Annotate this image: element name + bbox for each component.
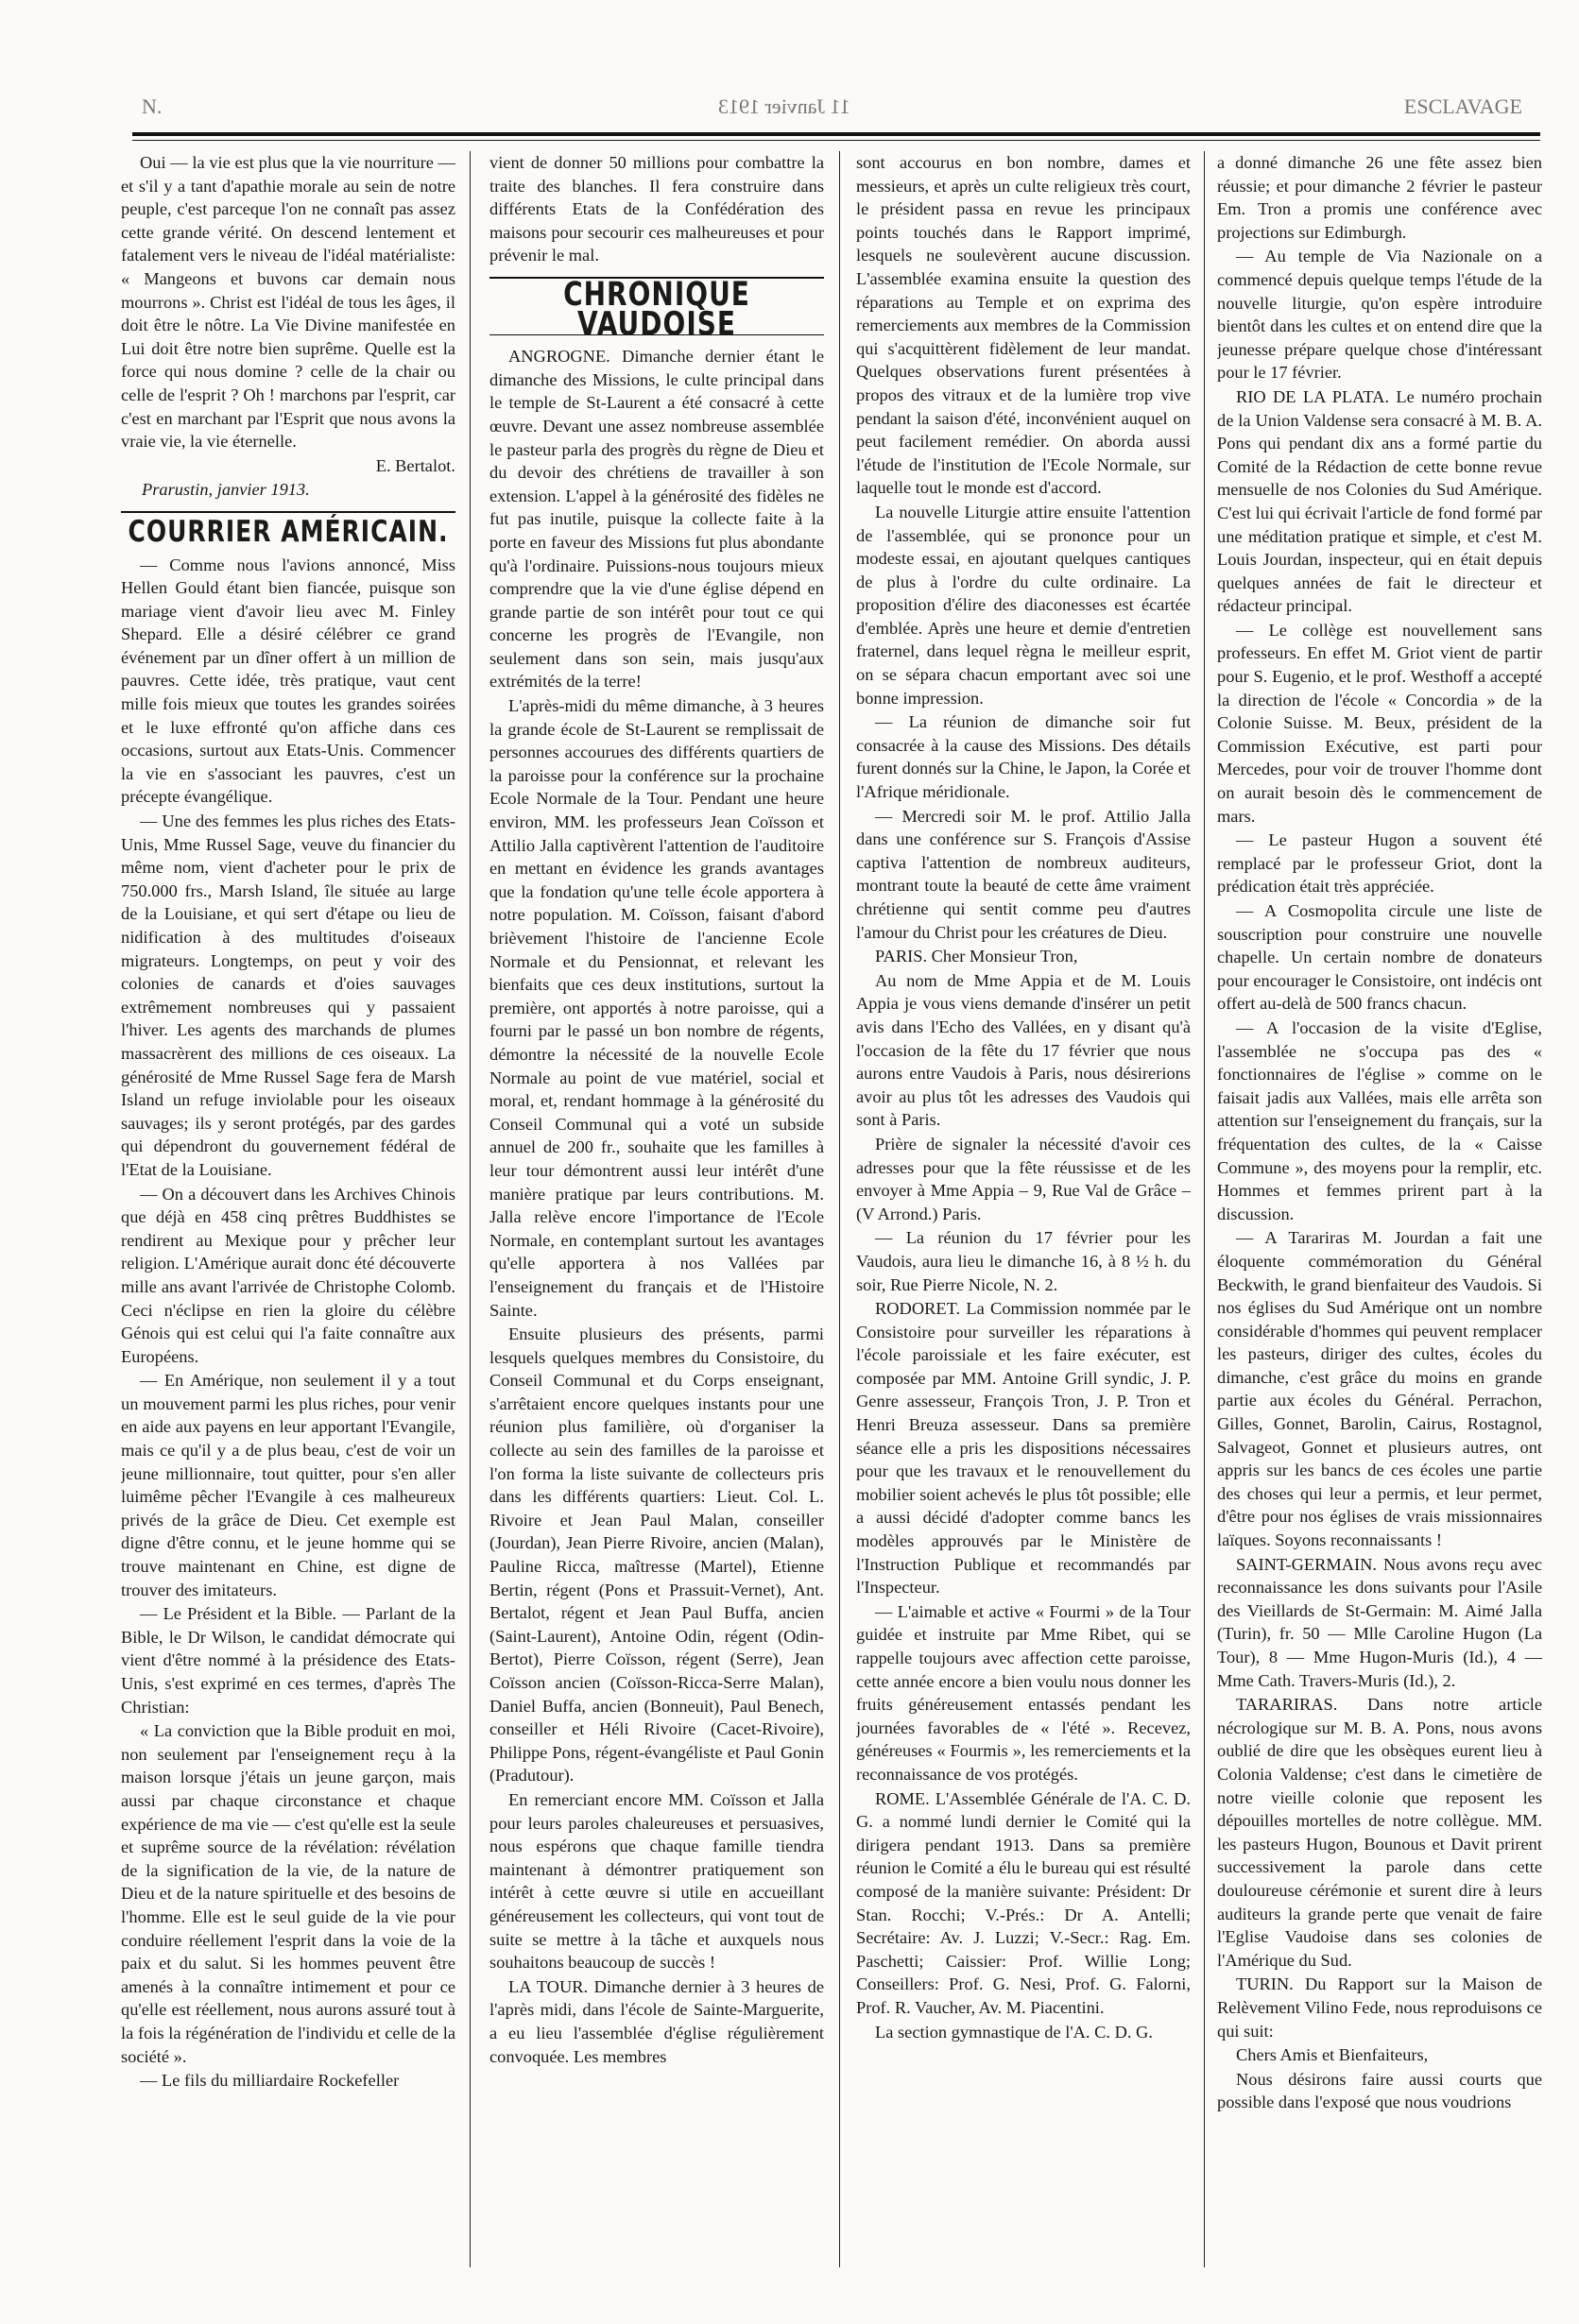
article-paragraph: — Comme nous l'avions annoncé, Miss Hellen Gould étant bien fiancée, puisque son mariage vient d'avoir lieu avec M. Finley Shepard. Elle a désiré célébrer ce grand événement par un dîner offert à un million de pauvres. Cette idée, très pratique, vaut cent mille fois mieux que toutes les grandes soirées et le luxe effronté qu'on affiche dans ces occasions, surtout aux Etats-Unis. Commencer la vie en s'associant les pauvres, c'est un précepte évangélique. <box>121 555 455 807</box>
column-divider <box>1204 151 1205 2267</box>
poem-paragraph: Oui — la vie est plus que la vie nourriture — et s'il y a tant d'apathie morale au sein de notre peuple, c'est parceque l'on ne connaît pas assez cette grande vérité. On descend lentement et fatalement vers le niveau de l'idéal matérialiste: « Mangeons et buvons car demain nous mourrons ». Christ est l'idéal de tous les âges, il doit être le nôtre. La Vie Divine manifestée en Lui doit être notre bien suprême. Quelle est la force qui nous domine ? celle de la chair ou celle de l'esprit ? Oh ! marchons par l'esprit, car c'est en marchant par l'Esprit que nous avons la vraie vie, la vie éternelle. <box>121 153 455 452</box>
article-paragraph: Au nom de Mme Appia et de M. Louis Appia je vous viens demande d'insérer un petit avis dans l'Echo des Vallées, en y disant qu'à l'occasion de la fête du 17 février que nous aurons entre Vaudois à Paris, nous désirerions avoir au plus tôt les adresses des Vaudois qui sont à Paris. <box>856 970 1191 1130</box>
section-header-courrier <box>121 511 455 549</box>
page-header <box>0 87 1579 125</box>
article-paragraph: — Le Président et la Bible. — Parlant de la Bible, le Dr Wilson, le candidat démocrate qui vient d'être nommé à la présidence des Etats-Unis, s'est exprimé en ces termes, d'après The Christian: <box>121 1604 455 1717</box>
article-paragraph: — A Cosmopolita circule une liste de souscription pour construire une nouvelle chapelle. Un certain nombre de donateurs pour encourager le Consistoire, ont indécis ont offert au-delà de 500 francs chacun. <box>1217 901 1542 1014</box>
article-paragraph: a donné dimanche 26 une fête assez bien réussie; et pour dimanche 2 février le pasteur Em. Tron a promis une conférence avec projections sur Edimburgh. <box>1217 153 1542 242</box>
article-paragraph: — En Amérique, non seulement il y a tout un mouvement parmi les plus riches, pour venir en aide aux payens en leur apportant l'Evangile, mais ce qu'il y a de plus beau, c'est de voir un jeune millionnaire, tout quitter, pour s'en aller luimême pêcher l'Evangile à ces malheureux privés de la grâce de Dieu. Cet exemple est digne d'être connu, et le jeune homme qui se trouve maintenant en Chine, est digne de trouver des imitateurs. <box>121 1371 455 1599</box>
section-rule <box>121 511 455 513</box>
article-paragraph: En remerciant encore MM. Coïsson et Jalla pour leurs paroles chaleureuses et persuasives, nous espérons que chaque famille tiendra maintenant à démontrer pratiquement son intérêt à cette œuvre si utile en accueillant généreusement les collecteurs, qui vont tout de suite se mettre à la tâche et auxquels nous souhaitons beaucoup de succès ! <box>489 1789 824 1973</box>
section-title: CHRONIQUE VAUDOISE <box>563 274 750 343</box>
column-2 <box>489 151 824 2267</box>
article-paragraph: Ensuite plusieurs des présents, parmi lesquels quelques membres du Consistoire, du Conseil Communal et du Corps enseignant, s'arrêtaient encore quelques instants pour une réunion plus familière, où d'organiser la collecte au sein des familles de la paroisse et l'on forma la liste suivante de collecteurs pris dans les différents quartiers: Lieut. Col. L. Rivoire et Jean Paul Malan, conseiller (Jourdan), Jean Pierre Rivoire, ancien (Malan), Pauline Ricca, maîtresse (Martel), Etienne Bertin, régent (Pons et Prassuit-Vernet), Ant. Bertalot, régent et Jean Paul Buffa, ancien (Saint-Laurent), Antoine Odin, régent (Odin-Bertot), Pierre Coïsson, régent (Serre), Jean Coïsson ancien (Coïsson-Ricca-Serre Malan), Daniel Buffa, ancien (Bonneuit), Paul Benech, conseiller et Héli Rivoire (Cacet-Rivoire), Philippe Pons, régent-évangéliste et Paul Gonin (Pradutour). <box>489 1324 824 1786</box>
article-paragraph: L'après-midi du même dimanche, à 3 heures la grande école de St-Laurent se remplissait de personnes accourues des différents quartiers de la paroisse pour la conférence sur la prochaine Ecole Normale de la Tour. Pendant une heure environ, MM. les professeurs Jean Coïsson et Attilio Jalla captivèrent l'attention de l'auditoire en mettant en évidence les grands avantages que la fondation qu'une telle école apportera à notre population. M. Coïsson, faisant d'abord brièvement l'histoire de l'ancienne Ecole Normale et du Pensionnat, et relevant les bienfaits que ces deux institutions, surtout la première, ont apportés à notre paroisse, qui a fourni par le passé un bon nombre de régents, démontre la nécessité de la nouvelle Ecole Normale au point de vue matériel, social et moral, et, rendant hommage à la générosité du Conseil Communal qui a voté un subside annuel de 200 fr., souhaite que les familles à leur tour démontrent aussi leur intérêt d'une manière pratique par leurs contributions. M. Jalla relève encore l'importance de l'Ecole Normale, en contemplant surtout les avantages qu'elle apportera à nos Vallées par l'enseignement du français et de l'Histoire Sainte. <box>489 696 824 1320</box>
article-paragraph: — La réunion de dimanche soir fut consacrée à la cause des Missions. Des détails furent donnés sur la Chine, le Japon, la Corée et l'Afrique méridionale. <box>856 712 1191 802</box>
article-paragraph: — L'aimable et active « Fourmi » de la Tour guidée et instruite par Mme Ribet, qui se rappelle toujours avec affection cette paroisse, cette année encore a bien voulu nous donner les fruits généreusement entassés pendant les journées favorables de « l'été ». Recevez, généreuses « Fourmis », les remerciements et la reconnaissance de vos protégés. <box>856 1601 1191 1784</box>
article-paragraph: La section gymnastique de l'A. C. D. G. <box>875 2022 1153 2042</box>
article-paragraph: — Le pasteur Hugon a souvent été remplacé par le professeur Griot, dont la prédication était très appréciée. <box>1217 830 1542 897</box>
article-paragraph: ROME. L'Assemblée Générale de l'A. C. D. G. a nommé lundi dernier le Comité qui la dirigera pendant 1913. Dans sa première réunion le Comité a élu le bureau qui est résulté composé de la manière suivante: Président: Dr Stan. Rocchi; V.-Prés.: Dr A. Antelli; Secrétaire: Av. J. Luzzi; V.-Secr.: Rag. Em. Paschetti; Caissier: Prof. Willie Long; Conseillers: Prof. G. Nesi, Prof. G. Falorni, Prof. R. Vaucher, Av. M. Piacentini. <box>856 1788 1191 2017</box>
article-paragraph: RODORET. La Commission nommée par le Consistoire pour surveiller les réparations à l'école paroissiale et les faire exécuter, est composée par MM. Antoine Grill syndic, J. P. Genre assesseur, François Tron, J. P. Tron et Henri Breuza assesseur. Dans sa première séance elle a pris les dispositions nécessaires pour que les travaux et le renouvellement du mobilier soient achevés le plus tôt possible; elle a aussi décidé d'adopter comme bancs les modèles approuvés par le Ministère de l'Instruction Publique et recommandés par l'Inspecteur. <box>856 1299 1191 1598</box>
column-3 <box>856 151 1191 2267</box>
column-divider <box>470 151 471 2267</box>
dateline: Prarustin, janvier 1913. <box>142 480 310 500</box>
article-paragraph: — On a découvert dans les Archives Chinois que déjà en 458 cinq prêtres Buddhistes se rendirent au Mexique pour y prêcher leur religion. L'Amérique aurait donc été découverte mille ans avant l'arrivée de Christophe Colomb. Ceci n'éclipse en rien la gloire du célèbre Génois qui est celui qui l'a faite connaître aux Européens. <box>121 1184 455 1366</box>
article-paragraph: TARARIRAS. Dans notre article nécrologique sur M. B. A. Pons, nous avons oublié de dire que les obsèques eurent lieu à Colonia Valdense; c'est dans le cimetière de notre vieille colonie que reposent les dépouilles mortelles de notre collègue. MM. les pasteurs Hugon, Bounous et Davit prirent successivement la parole dans cette douloureuse cérémonie et surent dire à leurs auditeurs la grande perte que venait de faire l'Eglise Vaudoise dans ses colonies de l'Amérique du Sud. <box>1217 1695 1542 1970</box>
article-paragraph: Chers Amis et Bienfaiteurs, <box>1236 2045 1429 2065</box>
section-title: COURRIER AMÉRICAIN. <box>128 514 449 549</box>
article-paragraph: Prière de signaler la nécessité d'avoir ces adresses pour que la fête réussisse et de les envoyer à Mme Appia – 9, Rue Val de Grâce – (V Arrond.) Paris. <box>856 1134 1191 1223</box>
header-rule <box>132 132 1540 136</box>
article-paragraph: TURIN. Du Rapport sur la Maison de Relèvement Vilino Fede, nous reproduisons ce qui suit: <box>1217 1974 1542 2041</box>
article-paragraph: ANGROGNE. Dimanche dernier étant le dimanche des Missions, le culte principal dans le temple de St-Laurent a été consacré à cette œuvre. Devant une assez nombreuse assemblée le pasteur parla des progrès du règne de Dieu et du devoir des chrétiens de travailler à son extension. L'appel à la générosité des fidèles ne fut pas inutile, puisque la collecte faite à la porte en faveur des Missions fut plus abondante qu'à l'ordinaire. Puissions-nous toujours mieux comprendre que la vie d'une église dépend en grande partie de son intérêt pour tout ce qui concerne les progrès de l'Evangile, non seulement dans son sein, mais jusqu'aux extrémités de la terre! <box>489 347 824 692</box>
article-paragraph: sont accourus en bon nombre, dames et messieurs, et après un culte religieux très court, le président passa en revue les principaux points touchés dans le Rapport imprimé, lesquels ne soulevèrent aucune discussion. L'assemblée examina ensuite la question des réparations au Temple et on exprima des remerciements aux membres de la Commission qui s'acquittèrent fidèlement de leur mandat. Quelques observations furent présentées à propos des vitraux et de la lumière trop vive pendant la saison d'été, inconvénient auquel on peut facilement remédier. On aborda aussi l'étude de l'institution de l'Ecole Normale, sur laquelle tout le monde est d'accord. <box>856 153 1191 498</box>
article-paragraph: La nouvelle Liturgie attire ensuite l'attention de l'assemblée, qui se prononce pour un modeste essai, en ajoutant quelques cantiques de plus à l'ordre du culte ordinaire. La proposition d'élire des diaconesses est écartée d'emblée. Après une heure et demie d'entretien fraternel, dans lequel règna le meilleur esprit, on se sépara chacun emportant avec soi une bonne impression. <box>856 502 1191 708</box>
column-4 <box>1217 151 1542 2267</box>
article-paragraph: PARIS. Cher Monsieur Tron, <box>875 947 1078 966</box>
header-date-showthrough: 11 Janvier 1913 <box>718 94 850 118</box>
article-paragraph: — Une des femmes les plus riches des Etats-Unis, Mme Russel Sage, veuve du financier du même nom, vient d'acheter pour le prix de 750.000 frs., Marsh Island, île située au large de la Louisiane, et qui sert d'étape ou lieu de nidification à des multitudes d'oiseaux migrateurs. Longtemps, on peut y voir des colonies de canards et d'oies sauvages extrêmement nombreuses qui y passaient l'hiver. Les agents des marchands de plumes massacrèrent des millions de ces oiseaux. La générosité de Mme Russel Sage fera de Marsh Island un refuge inviolable pour les oiseaux sauvages; ils y seront protégés, par des gardes qui dépendront du gouvernement fédéral de l'Etat de la Louisiane. <box>121 812 455 1179</box>
header-rule-thin <box>132 140 1540 141</box>
article-paragraph: — Le collège est nouvellement sans professeurs. En effet M. Griot vient de partir pour S. Eugenio, et le prof. Westhoff a accepté la direction de l'école « Concordia » de la Colonie Suisse. M. Beux, président de la Commission Exécutive, est parti pour Mercedes, pour voir de trouver l'homme dont on aurait besoin dès le commencement de mars. <box>1217 620 1542 826</box>
column-divider <box>839 151 840 2267</box>
header-fragment: ESCLAVAGE <box>1403 94 1522 118</box>
signature: E. Bertalot. <box>375 455 455 475</box>
article-paragraph: RIO DE LA PLATA. Le numéro prochain de la Union Valdense sera consacré à M. B. A. Pons qui pendant dix ans a formé partie du Comité de la Rédaction de cette bonne revue mensuelle de nos Colonies du Sud Amérique. C'est lui qui écrivait l'article de fond formé par une méditation pratique et simple, et c'est M. Louis Jourdan, inspecteur, qui en était depuis quelques années de fait le directeur et rédacteur principal. <box>1217 386 1542 616</box>
article-paragraph: SAINT-GERMAIN. Nous avons reçu avec reconnaissance les dons suivants pour l'Asile des Vieillards de St-Germain: M. Aimé Jalla (Turin), fr. 50 — Mlle Caroline Hugon (La Tour), 8 — Mme Hugon-Muris (Id.), 4 — Mme Cath. Travers-Muris (Id.), 2. <box>1217 1554 1542 1690</box>
article-paragraph: — La réunion du 17 février pour les Vaudois, aura lieu le dimanche 16, à 8 ½ h. du soir, Rue Pierre Nicole, N. 2. <box>856 1228 1191 1294</box>
column-1 <box>121 151 455 2267</box>
article-paragraph: — Mercredi soir M. le prof. Attilio Jalla dans une conférence sur S. François d'Assise captiva l'attention de nombreux auditeurs, montrant toute la beauté de cette âme vraiment chrétienne qui sentit comme peu d'autres l'amour du Christ pour les créatures de Dieu. <box>856 806 1191 942</box>
article-paragraph: vient de donner 50 millions pour combattre la traite des blanches. Il fera construire dans différents Etats de la Confédération des maisons pour secourir ces malheureuses et pour prévenir le mal. <box>489 153 824 265</box>
article-paragraph: — A Tarariras M. Jourdan a fait une éloquente commémoration du Général Beckwith, le grand bienfaiteur des Vaudois. Si nos églises du Sud Amérique ont un nombre considérable d'hommes qui peuvent remplacer les pasteurs, diriger des cultes, écoles du dimanche, c'est grâce du moins en grande partie aux écoles du Général. Perrachon, Gilles, Gonnet, Barolin, Cairus, Rostagnol, Salvageot, Gonnet et plusieurs autres, ont appris sur les bancs de ces écoles une partie des choses qui leur a permis, et leur permet, d'être pour nos églises de vrais missionnaires laïques. Soyons reconnaissants ! <box>1217 1228 1542 1550</box>
article-paragraph: « La conviction que la Bible produit en moi, non seulement par l'enseignement reçu à la maison lorsque j'étais un jeune garçon, mais aussi par chaque circonstance et chaque expérience de ma vie — c'est qu'elle est la seule et suprême source de la révélation: révélation de la signification de la vie, de la nature de Dieu et de la nature spirituelle et des besoins de l'homme. Elle est le seul guide de la vie pour conduire réellement l'esprit dans la voie de la paix et du salut. Si les hommes peuvent être amenés à la connaître intimement et pour ce qu'elle est réellement, nous aurons assuré tout à la fois la régénération de l'individu et celle de la société ». <box>121 1721 455 2066</box>
page-mark: N. <box>142 94 163 118</box>
article-paragraph: — A l'occasion de la visite d'Eglise, l'assemblée ne s'occupa pas des « fonctionnaires de l'église » comme on le faisait jadis aux Vallées, mais elle arrêta son attention sur l'enseignement du français, sur la fréquentation des cultes, de la « Caisse Commune », des moyens pour la remplir, etc. Hommes et femmes prirent part à la discussion. <box>1217 1017 1542 1223</box>
section-header-chronique <box>489 274 824 343</box>
article-paragraph: — Le fils du milliardaire Rockefeller <box>140 2071 400 2091</box>
article-paragraph: Nous désirons faire aussi courts que possible dans l'exposé que nous voudrions <box>1217 2069 1542 2112</box>
article-paragraph: LA TOUR. Dimanche dernier à 3 heures de l'après midi, dans l'école de Sainte-Marguerite, a eu lieu l'assemblée d'église régulièrement convoquée. Les membres <box>489 1976 824 2066</box>
article-paragraph: — Au temple de Via Nazionale on a commencé depuis quelque temps l'étude de la nouvelle liturgie, qu'on espère introduire bientôt dans les cultes et on entend dire que la jeunesse prépare quelque chose d'intéressant pour le 17 février. <box>1217 247 1542 383</box>
